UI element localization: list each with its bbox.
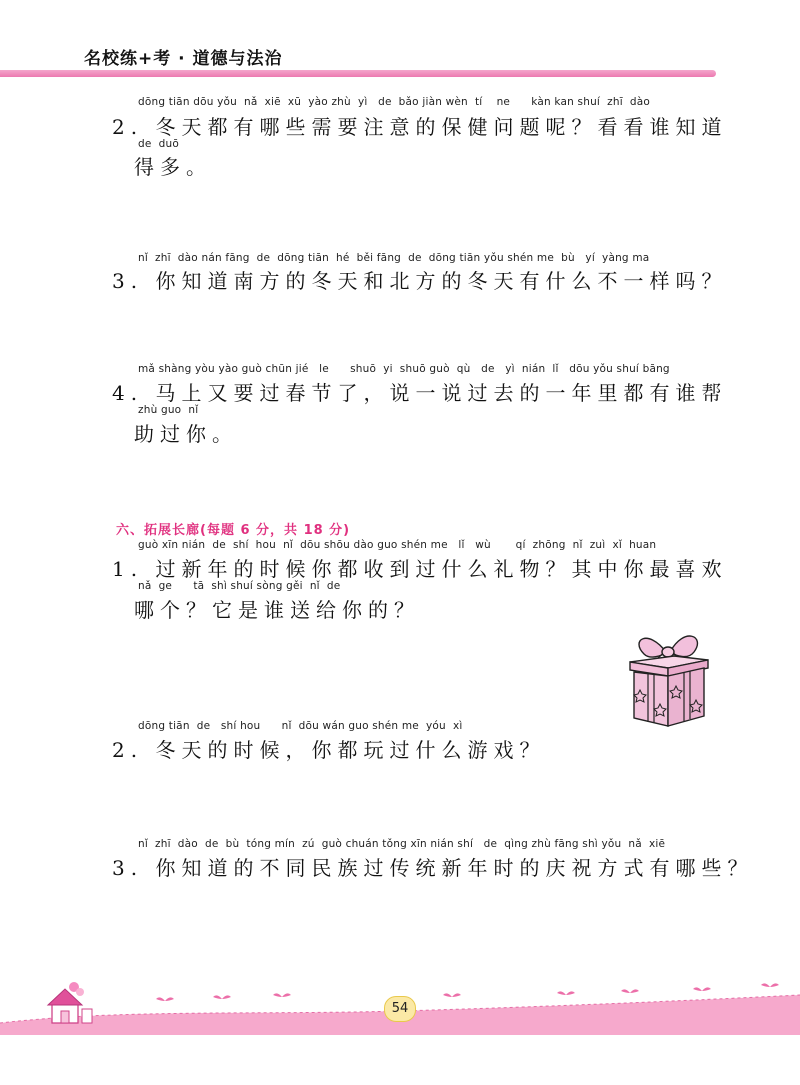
q3-text-line1: 3. 你知道南方的冬天和北方的冬天有什么不一样吗？ [112,269,728,293]
q4-text-line1: 4. 马上又要过春节了，说一说过去的一年里都有谁帮 [112,381,728,405]
q2-text-line2: 得多。 [134,155,212,179]
s6-q1-text-line1: 1. 过新年的时候你都收到过什么礼物？其中你最喜欢 [112,557,728,581]
gift-box-illustration [618,620,718,734]
q2-pinyin-line1: dōng tiān dōu yǒu nǎ xiē xū yào zhù yì de bǎo jiàn wèn tí ne kàn kan shuí zhī dào [138,96,651,108]
s6-q1-pinyin-line2: nǎ ge tā shì shuí sòng gěi nǐ de [138,580,341,592]
book-title: 名校练+考 · 道德与法治 [84,49,283,69]
section-title: 六、拓展长廊(每题 6 分，共 18 分) [116,523,351,538]
s6-q1-text-line2: 哪个？它是谁送给你的？ [134,598,420,622]
s6-q2-text-line1: 2. 冬天的时候，你都玩过什么游戏？ [112,738,546,762]
s6-q3-pinyin-line1: nǐ zhī dào de bù tóng mín zú guò chuán tǒng xīn nián shí de qìng zhù fāng shì yǒu nǎ xiē [138,838,666,850]
q4-pinyin-line1: mǎ shàng yòu yào guò chūn jié le shuō yi shuō guò qù de yì nián lǐ dōu yǒu shuí bāng [138,363,670,375]
q3-pinyin-line1: nǐ zhī dào nán fāng de dōng tiān hé běi fāng de dōng tiān yǒu shén me bù yí yàng ma [138,252,650,264]
gift-box-icon [618,620,718,730]
page-number: 54 [384,996,416,1022]
s6-q2-pinyin-line1: dōng tiān de shí hou nǐ dōu wán guo shén me yóu xì [138,720,463,732]
q4-pinyin-line2: zhù guo nǐ [138,404,199,416]
s6-q1-pinyin-line1: guò xīn nián de shí hou nǐ dōu shōu dào guo shén me lǐ wù qí zhōng nǐ zuì xǐ huan [138,539,657,551]
q2-pinyin-line2: de duō [138,138,179,150]
header-divider-bar [0,70,716,77]
q4-text-line2: 助过你。 [134,422,238,446]
q2-text-line1: 2. 冬天都有哪些需要注意的保健问题呢？看看谁知道 [112,115,728,139]
s6-q3-text-line1: 3. 你知道的不同民族过传统新年时的庆祝方式有哪些？ [112,856,754,880]
